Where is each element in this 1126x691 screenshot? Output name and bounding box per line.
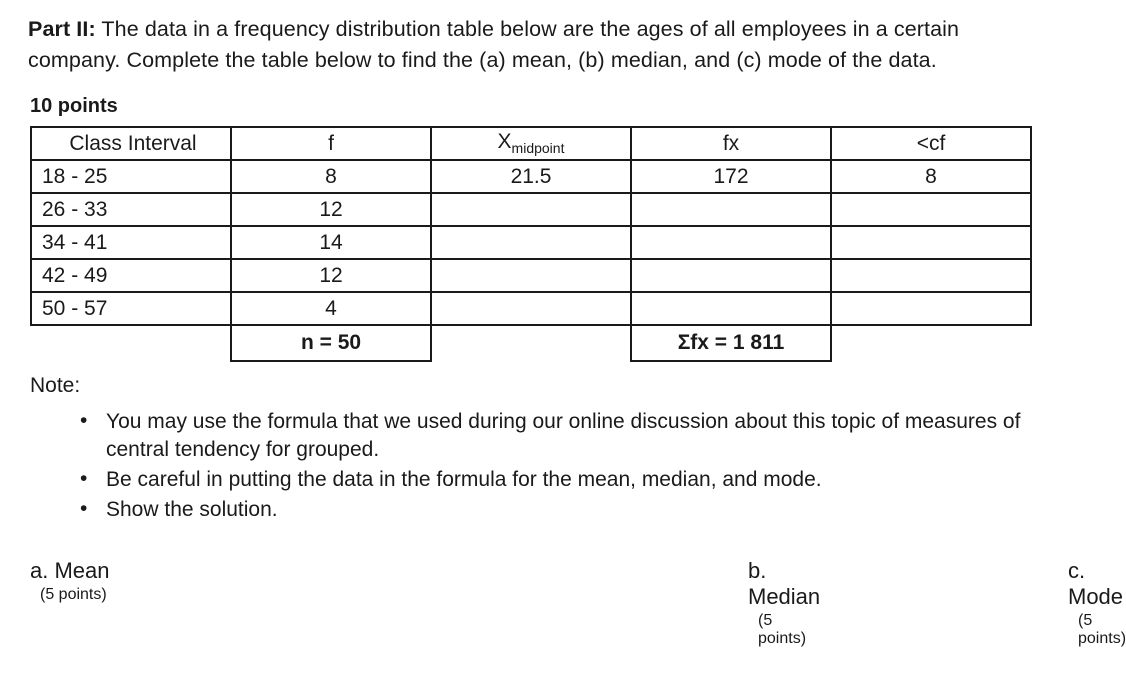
cell-interval: 34 - 41 (31, 226, 231, 259)
header-frequency: f (231, 127, 431, 160)
answer-section-median: b. Median (5 points) (748, 557, 821, 647)
table-row (31, 160, 1031, 193)
table-row (31, 193, 1031, 226)
cell-cf[interactable] (831, 226, 1031, 259)
cell-fx[interactable] (631, 292, 831, 325)
header-fx: fx (631, 127, 831, 160)
cell-midpoint[interactable]: 21.5 (431, 160, 631, 193)
header-midpoint-sub: midpoint (511, 140, 565, 157)
header-class-interval: Class Interval (31, 127, 231, 160)
notes-list (28, 408, 1033, 524)
answer-section-mode: c. Mode (5 points) (1068, 557, 1126, 647)
cell-cf[interactable] (831, 292, 1031, 325)
table-row (31, 292, 1031, 325)
answer-section-mean (30, 558, 350, 648)
cell-frequency: 8 (231, 160, 431, 193)
points-label: 10 points (30, 95, 118, 118)
part-label: Part II: (28, 17, 96, 41)
totals-spacer-left (31, 325, 231, 361)
totals-spacer-right (831, 325, 1031, 361)
cell-frequency: 12 (231, 193, 431, 226)
part-instruction-text: The data in a frequency distribution table below are the ages of all employees in a certain company. Complete the table below to find the (a) mean, (b) median, and (c) mode of the data. (28, 17, 960, 72)
totals-spacer-middle (431, 325, 631, 361)
answer-points-mean: (5 points) (40, 585, 107, 603)
total-sum-fx: Σfx = 1 811 (631, 325, 831, 361)
cell-interval: 26 - 33 (31, 193, 231, 226)
table-totals-row (31, 325, 1031, 361)
cell-fx[interactable] (631, 259, 831, 292)
header-midpoint (431, 127, 631, 160)
header-midpoint-main: X (497, 130, 512, 154)
cell-midpoint[interactable] (431, 226, 631, 259)
table-row (31, 226, 1031, 259)
cell-midpoint[interactable] (431, 193, 631, 226)
answer-sections (30, 557, 1126, 648)
list-item: • Be careful in putting the data in the formula for the mean, median, and mode. (80, 466, 1033, 494)
cell-frequency: 4 (231, 292, 431, 325)
cell-frequency: 12 (231, 259, 431, 292)
cell-interval: 18 - 25 (31, 160, 231, 193)
cell-midpoint[interactable] (431, 292, 631, 325)
cell-cf[interactable] (831, 193, 1031, 226)
cell-fx[interactable] (631, 193, 831, 226)
cell-cf[interactable] (831, 259, 1031, 292)
header-cumulative-frequency: <cf (831, 127, 1031, 160)
part-instructions (28, 14, 1033, 75)
cell-midpoint[interactable] (431, 259, 631, 292)
total-n: n = 50 (231, 325, 431, 361)
cell-frequency: 14 (231, 226, 431, 259)
note-label: Note: (30, 374, 81, 398)
list-item: • Show the solution. (80, 496, 1033, 524)
list-item: • You may use the formula that we used during our online discussion about this topic of measures of central tendency for grouped. (80, 408, 1033, 464)
cell-interval: 42 - 49 (31, 259, 231, 292)
frequency-distribution-table (30, 126, 1032, 362)
cell-cf[interactable]: 8 (831, 160, 1031, 193)
cell-fx[interactable] (631, 226, 831, 259)
table-row (31, 259, 1031, 292)
cell-interval: 50 - 57 (31, 292, 231, 325)
table-header-row (31, 127, 1031, 160)
cell-fx[interactable]: 172 (631, 160, 831, 193)
answer-title-mean: a. Mean (30, 557, 110, 583)
